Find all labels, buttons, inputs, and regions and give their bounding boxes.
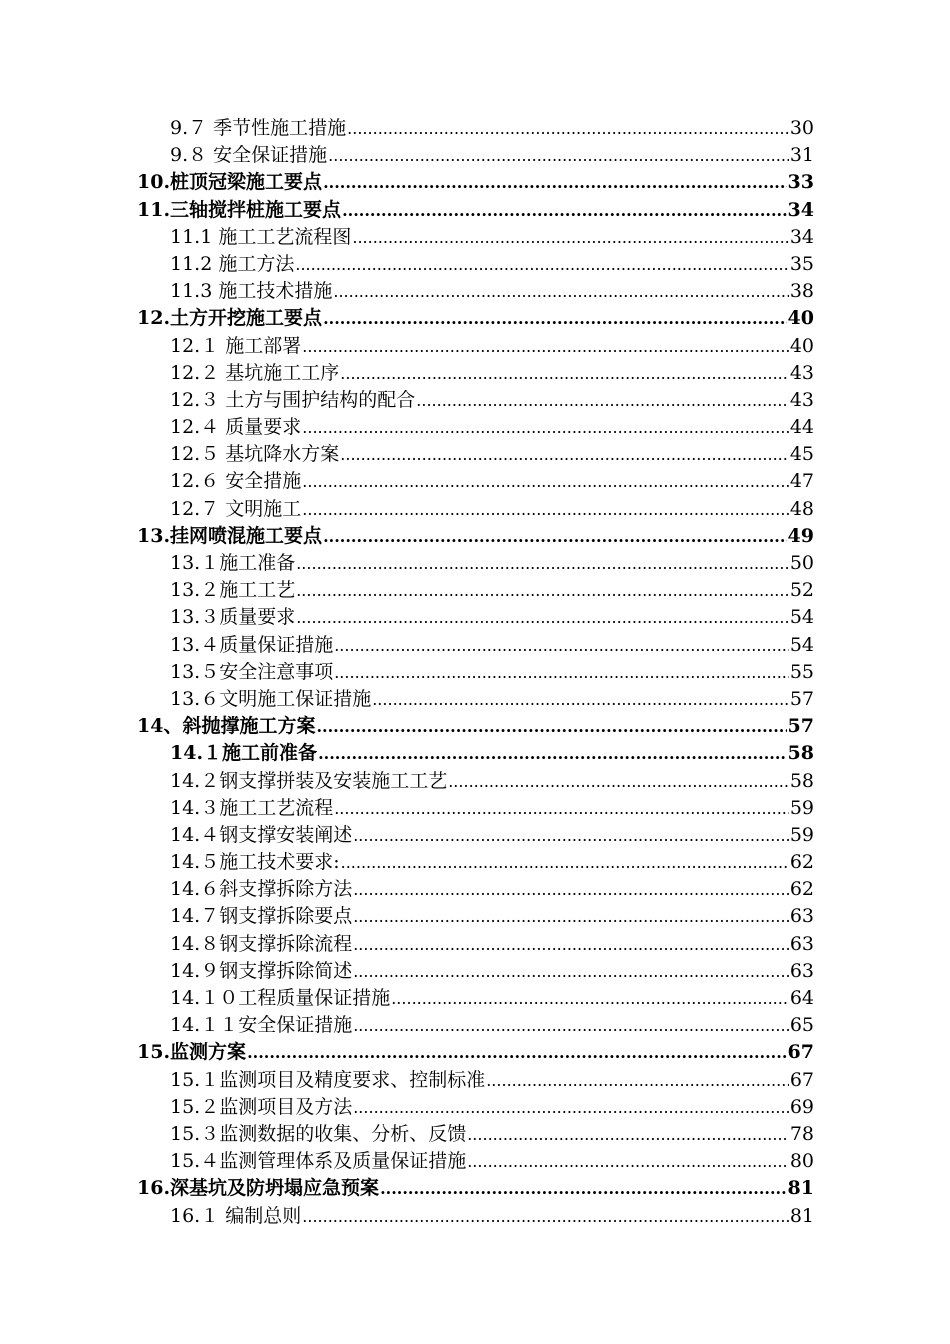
toc-page-number: 55: [789, 660, 814, 683]
toc-dot-leader: [353, 931, 789, 958]
toc-dot-leader: [302, 496, 789, 523]
toc-entry-title: 11.2 施工方法: [170, 252, 295, 275]
toc-dot-leader: [353, 958, 789, 985]
toc-chapter-entry[interactable]: [137, 523, 814, 550]
toc-entry-title: 13.２施工工艺: [170, 579, 296, 602]
toc-entry-title: 11.三轴搅拌桩施工要点: [137, 198, 342, 221]
toc-entry-title: 13.５安全注意事项: [170, 660, 334, 683]
toc-dot-leader: [340, 441, 789, 468]
toc-page-number: 49: [787, 524, 814, 547]
toc-dot-leader: [334, 795, 789, 822]
toc-page-number: 50: [789, 552, 814, 574]
toc-chapter-entry[interactable]: [137, 197, 814, 224]
toc-entry-title: 15.４监测管理体系及质量保证措施: [170, 1150, 467, 1173]
toc-section-entry[interactable]: [137, 360, 814, 387]
toc-section-entry[interactable]: [137, 142, 814, 169]
toc-dot-leader: [296, 604, 789, 631]
toc-page-number: 59: [789, 796, 814, 819]
toc-dot-leader: [334, 659, 789, 686]
toc-page-number: 45: [789, 443, 814, 466]
toc-section-entry[interactable]: [137, 1148, 814, 1175]
toc-entry-title: 16.深基坑及防坍塌应急预案: [137, 1177, 380, 1200]
toc-section-entry[interactable]: [137, 604, 814, 631]
toc-dot-leader: [334, 632, 789, 659]
toc-dot-leader: [302, 414, 789, 441]
toc-dot-leader: [341, 849, 789, 876]
toc-page-number: 81: [789, 1204, 814, 1227]
toc-page-number: 34: [789, 225, 814, 248]
toc-entry-title: 14.２钢支撑拼装及安装施工工艺: [170, 769, 448, 792]
toc-entry-title: 9.８ 安全保证措施: [170, 144, 328, 167]
toc-chapter-entry[interactable]: [137, 1039, 814, 1066]
toc-section-entry[interactable]: [137, 414, 814, 441]
toc-entry-title: 12.４ 质量要求: [170, 416, 302, 439]
toc-page-number: 47: [789, 470, 814, 493]
toc-section-entry[interactable]: [137, 740, 814, 767]
toc-dot-leader: [353, 1012, 789, 1039]
toc-dot-leader: [467, 1121, 789, 1148]
toc-dot-leader: [302, 333, 789, 360]
toc-section-entry[interactable]: [137, 876, 814, 903]
toc-entry-title: 12.２ 基坑施工工序: [170, 361, 340, 384]
toc-page-number: 52: [789, 579, 814, 602]
toc-entry-title: 14.６斜支撑拆除方法: [170, 878, 353, 901]
toc-entry-title: 14.３施工工艺流程: [170, 796, 334, 819]
toc-page-number: 34: [787, 198, 814, 221]
toc-entry-title: 9.７ 季节性施工措施: [170, 117, 347, 139]
toc-entry-title: 14.４钢支撑安装阐述: [170, 823, 353, 846]
toc-entry-title: 15.１监测项目及精度要求、控制标准: [170, 1068, 486, 1091]
toc-entry-title: 12.１ 施工部署: [170, 334, 302, 357]
toc-page-number: 44: [789, 416, 814, 439]
toc-section-entry[interactable]: [137, 468, 814, 495]
toc-entry-title: 12.土方开挖施工要点: [137, 307, 323, 330]
toc-page-number: 58: [787, 742, 814, 765]
toc-page-number: 65: [789, 1014, 814, 1037]
toc-dot-leader: [296, 550, 789, 577]
toc-page-number: 40: [787, 307, 814, 330]
toc-section-entry[interactable]: [137, 686, 814, 713]
toc-entry-title: 12.６ 安全措施: [170, 470, 302, 493]
table-of-contents: [137, 115, 814, 1230]
toc-chapter-entry[interactable]: [137, 169, 814, 196]
toc-section-entry[interactable]: [137, 224, 814, 251]
toc-entry-title: 14.１施工前准备: [170, 742, 318, 765]
toc-entry-title: 11.3 施工技术措施: [170, 280, 333, 303]
toc-section-entry[interactable]: [137, 1067, 814, 1094]
toc-section-entry[interactable]: [137, 632, 814, 659]
toc-section-entry[interactable]: [137, 1203, 814, 1230]
toc-section-entry[interactable]: [137, 333, 814, 360]
toc-page-number: 64: [789, 987, 814, 1009]
toc-page-number: 69: [789, 1095, 814, 1118]
toc-entry-title: 13.３质量要求: [170, 606, 296, 629]
toc-page-number: 33: [787, 171, 814, 194]
toc-chapter-entry[interactable]: [137, 713, 814, 740]
toc-page-number: 62: [789, 878, 814, 901]
toc-entry-title: 16.１ 编制总则: [170, 1204, 302, 1227]
toc-dot-leader: [296, 577, 789, 604]
toc-page-number: 63: [789, 905, 814, 928]
toc-section-entry[interactable]: [137, 1012, 814, 1039]
toc-page-number: 62: [789, 851, 814, 874]
toc-entry-title: 14.１０工程质量保证措施: [170, 987, 391, 1009]
toc-dot-leader: [323, 523, 786, 550]
toc-section-entry[interactable]: [137, 278, 814, 305]
toc-chapter-entry[interactable]: [137, 305, 814, 332]
toc-dot-leader: [353, 903, 789, 930]
toc-dot-leader: [302, 1203, 789, 1230]
toc-page-number: 38: [789, 280, 814, 303]
toc-dot-leader: [316, 713, 786, 740]
toc-section-entry[interactable]: [137, 496, 814, 523]
toc-page-number: 30: [789, 117, 814, 139]
toc-dot-leader: [352, 224, 788, 251]
toc-page-number: 80: [789, 1150, 814, 1173]
toc-entry-title: 14、斜抛撑施工方案: [137, 715, 316, 738]
toc-page-number: 48: [789, 497, 814, 520]
toc-entry-title: 13.挂网喷混施工要点: [137, 524, 323, 547]
toc-dot-leader: [353, 1094, 789, 1121]
toc-dot-leader: [353, 876, 789, 903]
toc-section-entry[interactable]: [137, 1121, 814, 1148]
toc-section-entry[interactable]: [137, 577, 814, 604]
toc-dot-leader: [340, 360, 789, 387]
toc-entry-title: 15.２监测项目及方法: [170, 1095, 353, 1118]
toc-dot-leader: [323, 305, 786, 332]
toc-section-entry[interactable]: [137, 849, 814, 876]
toc-dot-leader: [416, 387, 789, 414]
toc-dot-leader: [318, 740, 786, 767]
toc-dot-leader: [380, 1175, 786, 1202]
toc-section-entry[interactable]: [137, 387, 814, 414]
toc-entry-title: 11.1 施工工艺流程图: [170, 225, 352, 248]
toc-dot-leader: [448, 768, 789, 795]
toc-entry-title: 13.６文明施工保证措施: [170, 687, 372, 710]
toc-page-number: 35: [789, 252, 814, 275]
toc-dot-leader: [247, 1039, 786, 1066]
toc-section-entry[interactable]: [137, 795, 814, 822]
toc-page-number: 67: [789, 1068, 814, 1091]
toc-section-entry[interactable]: [137, 958, 814, 985]
toc-entry-title: 13.４质量保证措施: [170, 633, 334, 656]
toc-page-number: 43: [789, 388, 814, 411]
toc-dot-leader: [328, 142, 789, 169]
toc-dot-leader: [391, 985, 789, 1012]
toc-entry-title: 14.５施工技术要求:: [170, 851, 340, 874]
toc-entry-title: 12.７ 文明施工: [170, 497, 302, 520]
toc-entry-title: 12.５ 基坑降水方案: [170, 443, 340, 466]
toc-page-number: 78: [789, 1122, 814, 1145]
toc-page-number: 59: [789, 823, 814, 846]
toc-section-entry[interactable]: [137, 822, 814, 849]
toc-dot-leader: [353, 822, 789, 849]
toc-page-number: 81: [787, 1177, 814, 1200]
toc-entry-title: 14.７钢支撑拆除要点: [170, 905, 353, 928]
toc-entry-title: 13.１施工准备: [170, 552, 296, 574]
toc-section-entry[interactable]: [137, 985, 814, 1012]
toc-page-number: 63: [789, 959, 814, 982]
toc-entry-title: 15.监测方案: [137, 1041, 247, 1064]
toc-section-entry[interactable]: [137, 550, 814, 577]
toc-page-number: 40: [789, 334, 814, 357]
toc-dot-leader: [486, 1067, 789, 1094]
toc-dot-leader: [323, 169, 786, 196]
toc-entry-title: 10.桩顶冠梁施工要点: [137, 171, 323, 194]
toc-dot-leader: [342, 197, 786, 224]
toc-entry-title: 14.９钢支撑拆除简述: [170, 959, 353, 982]
toc-page-number: 31: [789, 144, 814, 167]
toc-entry-title: 14.１１安全保证措施: [170, 1014, 353, 1037]
toc-dot-leader: [372, 686, 789, 713]
toc-section-entry[interactable]: [137, 115, 814, 142]
toc-dot-leader: [347, 115, 789, 142]
toc-section-entry[interactable]: [137, 1094, 814, 1121]
toc-entry-title: 15.３监测数据的收集、分析、反馈: [170, 1122, 467, 1145]
toc-section-entry[interactable]: [137, 768, 814, 795]
toc-entry-title: 14.８钢支撑拆除流程: [170, 932, 353, 955]
toc-page-number: 54: [789, 633, 814, 656]
toc-page-number: 43: [789, 361, 814, 384]
toc-section-entry[interactable]: [137, 659, 814, 686]
toc-page-number: 57: [789, 687, 814, 710]
toc-section-entry[interactable]: [137, 251, 814, 278]
toc-page-number: 58: [789, 769, 814, 792]
toc-dot-leader: [302, 468, 789, 495]
toc-page-number: 54: [789, 606, 814, 629]
toc-section-entry[interactable]: [137, 441, 814, 468]
toc-dot-leader: [333, 278, 788, 305]
toc-chapter-entry[interactable]: [137, 1175, 814, 1202]
toc-page-number: 57: [787, 715, 814, 738]
toc-page-number: 63: [789, 932, 814, 955]
toc-page-number: 67: [787, 1041, 814, 1064]
toc-dot-leader: [467, 1148, 789, 1175]
toc-entry-title: 12.３ 土方与围护结构的配合: [170, 388, 416, 411]
toc-section-entry[interactable]: [137, 931, 814, 958]
toc-dot-leader: [295, 251, 788, 278]
toc-section-entry[interactable]: [137, 903, 814, 930]
